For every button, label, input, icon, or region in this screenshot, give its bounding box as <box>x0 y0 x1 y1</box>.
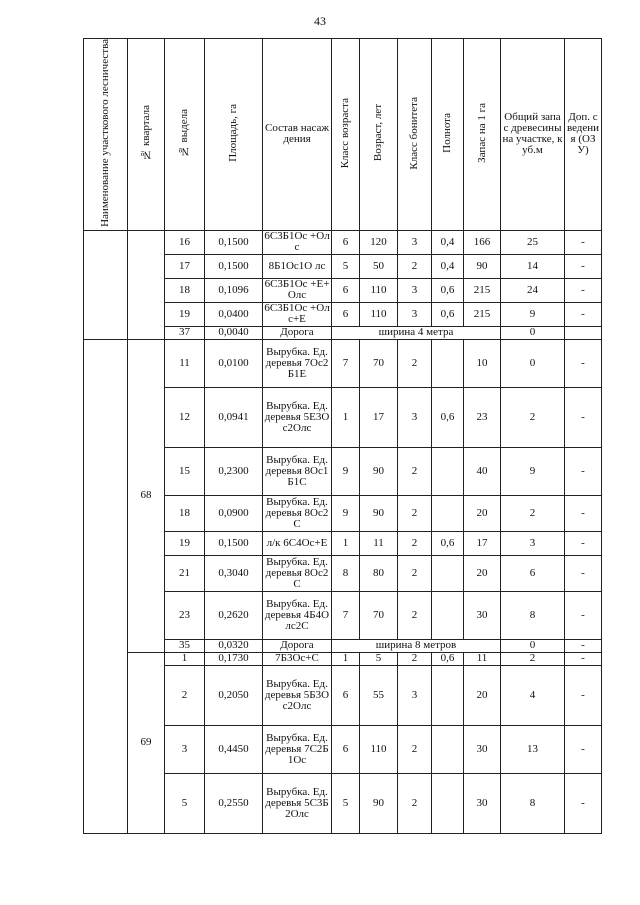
total-cell: 2 <box>501 495 565 531</box>
zapas-cell: 10 <box>464 339 501 387</box>
age-class-cell: 5 <box>332 254 360 278</box>
vydel-cell: 12 <box>165 387 205 447</box>
polnota-cell: 0,6 <box>432 652 464 665</box>
total-cell: 13 <box>501 725 565 773</box>
total-cell: 4 <box>501 665 565 725</box>
dop-cell: - <box>565 652 602 665</box>
total-cell: 0 <box>501 339 565 387</box>
bonitet-cell: 3 <box>398 230 432 254</box>
polnota-cell: 0,6 <box>432 278 464 302</box>
vydel-cell: 3 <box>165 725 205 773</box>
vydel-cell: 35 <box>165 639 205 652</box>
area-cell: 0,1500 <box>205 254 263 278</box>
vydel-cell: 1 <box>165 652 205 665</box>
bonitet-cell: 3 <box>398 302 432 326</box>
polnota-cell <box>432 591 464 639</box>
bonitet-cell: 3 <box>398 665 432 725</box>
sostav-cell: Вырубка. Ед.деревья 8Ос2С <box>263 555 332 591</box>
sostav-cell: 6С3Б1Ос +Е+Олс <box>263 278 332 302</box>
sostav-cell: 7Б3Ос+С <box>263 652 332 665</box>
zapas-cell: 17 <box>464 531 501 555</box>
polnota-cell <box>432 725 464 773</box>
age-cell: 5 <box>360 652 398 665</box>
zapas-cell: 90 <box>464 254 501 278</box>
age-class-cell: 6 <box>332 665 360 725</box>
age-cell: 110 <box>360 725 398 773</box>
area-cell: 0,0900 <box>205 495 263 531</box>
zapas-cell: 166 <box>464 230 501 254</box>
sostav-cell: Вырубка. Ед.деревья 8Ос2С <box>263 495 332 531</box>
age-cell: 55 <box>360 665 398 725</box>
age-class-cell: 6 <box>332 230 360 254</box>
total-cell: 14 <box>501 254 565 278</box>
age-class-cell: 1 <box>332 531 360 555</box>
dop-cell: - <box>565 639 602 652</box>
header-zapas-1ga: Запас на 1 га <box>464 39 501 231</box>
bonitet-cell: 2 <box>398 254 432 278</box>
area-cell: 0,0320 <box>205 639 263 652</box>
age-class-cell: 5 <box>332 773 360 833</box>
polnota-cell: 0,4 <box>432 254 464 278</box>
header-age: Возраст, лет <box>360 39 398 231</box>
total-cell: 0 <box>501 326 565 339</box>
dop-cell: - <box>565 665 602 725</box>
total-cell: 2 <box>501 652 565 665</box>
age-class-cell: 6 <box>332 302 360 326</box>
age-cell: 90 <box>360 495 398 531</box>
dop-cell: - <box>565 555 602 591</box>
area-cell: 0,1500 <box>205 531 263 555</box>
polnota-cell <box>432 495 464 531</box>
age-class-cell: 6 <box>332 278 360 302</box>
dop-cell: - <box>565 773 602 833</box>
dop-cell: - <box>565 302 602 326</box>
total-cell: 0 <box>501 639 565 652</box>
dop-cell: - <box>565 447 602 495</box>
age-cell: 110 <box>360 302 398 326</box>
area-cell: 0,0400 <box>205 302 263 326</box>
age-class-cell: 9 <box>332 447 360 495</box>
total-cell: 9 <box>501 447 565 495</box>
age-cell: 110 <box>360 278 398 302</box>
age-cell: 120 <box>360 230 398 254</box>
area-cell: 0,2550 <box>205 773 263 833</box>
dop-cell: - <box>565 725 602 773</box>
zapas-cell: 215 <box>464 302 501 326</box>
vydel-cell: 5 <box>165 773 205 833</box>
polnota-cell <box>432 773 464 833</box>
total-cell: 3 <box>501 531 565 555</box>
dop-cell: - <box>565 387 602 447</box>
vydel-cell: 17 <box>165 254 205 278</box>
age-cell: 80 <box>360 555 398 591</box>
sostav-cell: 6С3Б1Ос +Олс <box>264 230 330 254</box>
sostav-cell: Вырубка. Ед.деревья 5С3Б2Олс <box>263 773 332 833</box>
header-total-zapas: Общий запас древесины на участке, куб.м <box>501 39 565 231</box>
age-cell: 90 <box>360 773 398 833</box>
bonitet-cell: 2 <box>398 725 432 773</box>
zapas-cell: 11 <box>464 652 501 665</box>
header-dop: Доп. сведения (ОЗУ) <box>565 39 602 231</box>
zapas-cell: 23 <box>464 387 501 447</box>
header-polnota: Полнота <box>432 39 464 231</box>
header-row <box>84 39 602 231</box>
area-cell: 0,3040 <box>205 555 263 591</box>
dop-cell: - <box>565 278 602 302</box>
header-vydel: № выдела <box>165 39 205 231</box>
road-width-cell: ширина 8 метров <box>332 639 501 652</box>
sostav-cell: 8Б1Ос1О лс <box>263 254 332 278</box>
area-cell: 0,2050 <box>205 665 263 725</box>
page-number: 43 <box>314 14 326 28</box>
bonitet-cell: 3 <box>398 387 432 447</box>
total-cell: 8 <box>501 591 565 639</box>
sostav-cell: Вырубка. Ед.деревья 5Б3Ос2Олс <box>263 665 332 725</box>
zapas-cell: 20 <box>464 495 501 531</box>
total-cell: 25 <box>501 230 565 254</box>
zapas-cell: 40 <box>464 447 501 495</box>
area-cell: 0,1096 <box>205 278 263 302</box>
table-row <box>84 230 602 254</box>
bonitet-cell: 2 <box>398 555 432 591</box>
dop-cell: - <box>565 230 602 254</box>
polnota-cell: 0,6 <box>432 531 464 555</box>
polnota-cell: 0,4 <box>432 230 464 254</box>
total-cell: 9 <box>501 302 565 326</box>
lesnichestvo-cell <box>84 230 128 339</box>
polnota-cell <box>432 339 464 387</box>
dop-cell: - <box>565 339 602 387</box>
area-cell: 0,0941 <box>205 387 263 447</box>
age-cell: 70 <box>360 339 398 387</box>
vydel-cell: 21 <box>165 555 205 591</box>
sostav-cell: Дорога <box>263 326 332 339</box>
sostav-cell: Вырубка. Ед.деревья 7Ос2Б1Е <box>263 339 332 387</box>
area-cell: 0,1500 <box>205 230 263 254</box>
vydel-cell: 37 <box>165 326 205 339</box>
age-class-cell: 7 <box>332 591 360 639</box>
dop-cell <box>565 326 602 339</box>
dop-cell: - <box>565 254 602 278</box>
sostav-cell: Вырубка. Ед.деревья 7С2Б1Ос <box>263 725 332 773</box>
lesnichestvo-cell <box>84 339 128 833</box>
age-cell: 70 <box>360 591 398 639</box>
vydel-cell: 15 <box>165 447 205 495</box>
road-width-cell: ширина 4 метра <box>332 326 501 339</box>
bonitet-cell: 2 <box>398 447 432 495</box>
age-cell: 11 <box>360 531 398 555</box>
age-class-cell: 1 <box>332 652 360 665</box>
bonitet-cell: 2 <box>398 531 432 555</box>
bonitet-cell: 2 <box>398 339 432 387</box>
area-cell: 0,0100 <box>205 339 263 387</box>
age-cell: 50 <box>360 254 398 278</box>
table-row <box>84 339 602 387</box>
area-cell: 0,2620 <box>205 591 263 639</box>
area-cell: 0,4450 <box>205 725 263 773</box>
vydel-cell: 19 <box>165 531 205 555</box>
age-class-cell: 9 <box>332 495 360 531</box>
header-sostav: Состав насаждения <box>263 39 332 231</box>
forest-inventory-table <box>83 38 602 834</box>
age-class-cell: 6 <box>332 725 360 773</box>
dop-cell: - <box>565 591 602 639</box>
zapas-cell: 30 <box>464 591 501 639</box>
polnota-cell <box>432 447 464 495</box>
polnota-cell: 0,6 <box>432 387 464 447</box>
table-row <box>84 652 602 665</box>
vydel-cell: 2 <box>165 665 205 725</box>
bonitet-cell: 2 <box>398 652 432 665</box>
sostav-cell: Вырубка. Ед.деревья 4Б4Олс2С <box>263 591 332 639</box>
area-cell: 0,1730 <box>205 652 263 665</box>
age-cell: 90 <box>360 447 398 495</box>
total-cell: 8 <box>501 773 565 833</box>
sostav-cell: Вырубка. Ед.деревья 8Ос1Б1С <box>263 447 332 495</box>
header-area: Площадь, га <box>205 39 263 231</box>
kvartal-cell: 68 <box>128 339 165 652</box>
zapas-cell: 30 <box>464 725 501 773</box>
polnota-cell <box>432 665 464 725</box>
area-cell: 0,2300 <box>205 447 263 495</box>
sostav-cell: Вырубка. Ед.деревья 5Е3Ос2Олс <box>263 387 332 447</box>
zapas-cell: 20 <box>464 665 501 725</box>
header-bonitet: Класс бонитета <box>398 39 432 231</box>
bonitet-cell: 2 <box>398 773 432 833</box>
bonitet-cell: 3 <box>398 278 432 302</box>
dop-cell: - <box>565 531 602 555</box>
age-class-cell: 7 <box>332 339 360 387</box>
vydel-cell: 19 <box>165 302 205 326</box>
area-cell: 0,0040 <box>205 326 263 339</box>
polnota-cell: 0,6 <box>432 302 464 326</box>
bonitet-cell: 2 <box>398 591 432 639</box>
header-kvartal: № квартала <box>128 39 165 231</box>
vydel-cell: 16 <box>165 230 205 254</box>
zapas-cell: 215 <box>464 278 501 302</box>
dop-cell: - <box>565 495 602 531</box>
bonitet-cell: 2 <box>398 495 432 531</box>
sostav-cell: л/к 6С4Ос+Е <box>263 531 332 555</box>
total-cell: 24 <box>501 278 565 302</box>
kvartal-cell: 69 <box>128 652 165 833</box>
age-class-cell: 1 <box>332 387 360 447</box>
age-cell: 17 <box>360 387 398 447</box>
header-age-class: Класс возраста <box>332 39 360 231</box>
vydel-cell: 11 <box>165 339 205 387</box>
header-lesnichestvo: Наименование участкового лесничества <box>84 39 128 231</box>
total-cell: 6 <box>501 555 565 591</box>
zapas-cell: 20 <box>464 555 501 591</box>
age-class-cell: 8 <box>332 555 360 591</box>
total-cell: 2 <box>501 387 565 447</box>
vydel-cell: 18 <box>165 495 205 531</box>
polnota-cell <box>432 555 464 591</box>
vydel-cell: 23 <box>165 591 205 639</box>
zapas-cell: 30 <box>464 773 501 833</box>
sostav-cell: Дорога <box>263 639 332 652</box>
sostav-cell: 6С3Б1Ос +Олс+Е <box>264 302 330 326</box>
vydel-cell: 18 <box>165 278 205 302</box>
kvartal-cell <box>128 230 165 339</box>
